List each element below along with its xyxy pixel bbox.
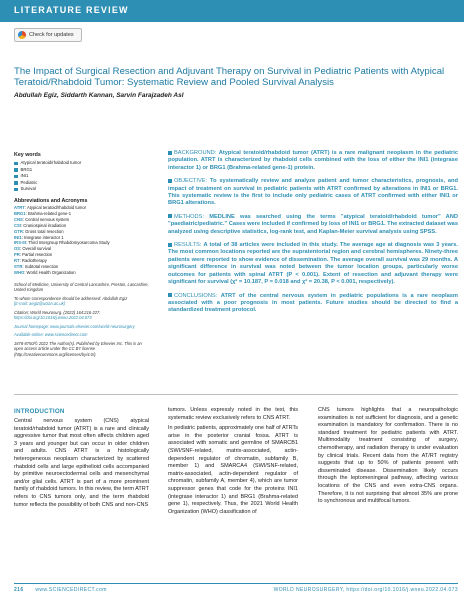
doi-link[interactable]: https://doi.org/10.1016/j.wneu.2022.04.073 bbox=[14, 315, 92, 321]
abstract bbox=[168, 150, 458, 321]
abbreviation-value: : Partial resection bbox=[19, 252, 53, 258]
abbreviation-value: : Atypical teratoid/rhabdoid tumor bbox=[24, 204, 87, 210]
body-paragraph: In pediatric patients, approximately one half of ATRTs arise in the posterior cranial fossa. ATRT is associated with somatic and germline of SMARCB1 (SWI/SNF-related, matrix-associated, actin-dependent regulator of chromatin, subfamily B, member 1) and SMARCA4 (SWI/SNF-related, matrix-associated, actin-dependent regulator of chromatin, subfamily A, member 4), which are tumor suppressor genes that code for the proteins INI1 (integrase interactor 1) and BRG1 (Brahma-related gene 1), respectively. Thus, the 2021 World Health Organization (WHO) classification of bbox=[168, 425, 298, 515]
abbreviation-value: : Integrase interactor 1 bbox=[21, 234, 64, 240]
abbreviation-key: PR bbox=[14, 252, 20, 258]
crossmark-icon bbox=[18, 31, 26, 39]
article-authors: Abdullah Egiz, Siddarth Kannan, Sarvin Farajzadeh Asl bbox=[14, 92, 184, 99]
bullet-icon bbox=[168, 243, 172, 247]
keyword-item bbox=[14, 167, 149, 174]
abstract-section bbox=[168, 214, 458, 236]
bullet-icon bbox=[168, 293, 172, 297]
abstract-section-heading: BACKGROUND: bbox=[174, 150, 217, 156]
check-for-updates-button[interactable] bbox=[14, 28, 82, 42]
abbreviation-key: CNS bbox=[14, 216, 23, 222]
article-title: The Impact of Surgical Resection and Adjuvant Therapy on Survival in Pediatric Patients with Atypical Teratoid/Rhabdoid Tumor: Systematic Review and Pooled Survival Analysis bbox=[14, 66, 445, 89]
keyword-item bbox=[14, 186, 149, 193]
keyword-label: BRG1 bbox=[20, 166, 33, 172]
abstract-section-heading: RESULTS: bbox=[174, 242, 202, 249]
abbreviation-value: : Overall survival bbox=[20, 246, 52, 252]
abbreviations-list bbox=[14, 205, 149, 276]
abbreviation-key: ATRT bbox=[14, 204, 25, 210]
abstract-section bbox=[168, 242, 458, 286]
keyword-label: Atypical teratoid/rhabdoid tumor bbox=[20, 160, 82, 165]
keyword-label: INI1 bbox=[20, 173, 29, 179]
section-band bbox=[0, 0, 464, 22]
abbreviation-key: IRS-III bbox=[14, 240, 26, 246]
body-column-3 bbox=[318, 407, 458, 509]
abstract-section bbox=[168, 293, 458, 315]
journal-homepage-link[interactable]: Journal homepage: www.journals.elsevier.com/world-neurosurgery bbox=[14, 323, 135, 329]
abbreviation-value: : Craniospinal irradiation bbox=[20, 222, 67, 228]
abbreviation-key: INI1 bbox=[14, 234, 22, 240]
copyright: 1878-8750/© 2022 The Author(s). Published by Elsevier Inc. This is an open access article under the CC BY license (http://creativecommons.org/licenses/by/4.0/). bbox=[14, 340, 142, 357]
abstract-section bbox=[168, 150, 458, 172]
abbreviation-value: : Third Intergroup Rhabdomyosarcoma Study bbox=[25, 240, 110, 246]
check-for-updates-label: Check for updates bbox=[29, 32, 74, 38]
bullet-icon bbox=[14, 162, 18, 166]
abstract-section-body: A total of 38 articles were included in this study. The average age at diagnosis was 3 years. The most common locations reported are the supratentorial region and cerebral hemispheres. Ninety-three patients were reported to show evidence of dissemination. The average overall survival was 29 months. A significant difference in survival was noted between the tumor location groups, particularly worse outcomes for patients with spinal ATRT (P < 0.001). Extent of resection and adjuvant therapy were significant for survival (χ² = 10.187, P = 0.018 and χ² = 20.38, P < 0.001, respectively). bbox=[168, 242, 458, 286]
affiliation: School of Medicine, University of Central Lancashire, Preston, Lancashire, United Kingdom bbox=[14, 281, 149, 293]
abstract-section-body: Atypical teratoid/rhabdoid tumor (ATRT) is a rare malignant neoplasm in the pediatric population. ATRT is characterized by rhabdoid cells combined with the loss of either the INI1 (integrase interactor 1) or BRG1 (Brahma-related gene-1) protein. bbox=[168, 150, 458, 171]
citation bbox=[14, 310, 149, 321]
bullet-icon bbox=[14, 175, 18, 179]
email-link[interactable]: [E-mail: aegiz@uclan.ac.uk] bbox=[14, 301, 65, 307]
sidebar-column bbox=[14, 152, 149, 360]
correspondence-note: To whom correspondence should be addressed: Abdullah Egiz bbox=[14, 295, 128, 301]
article-meta bbox=[14, 282, 149, 358]
keyword-item bbox=[14, 180, 149, 187]
keyword-item bbox=[14, 160, 149, 167]
abbreviation-value: : Brahma-related gene-1 bbox=[25, 210, 72, 216]
journal-footer: WORLD NEUROSURGERY, https://doi.org/10.1016/j.wneu.2022.04.073 bbox=[273, 587, 458, 593]
body-column-1 bbox=[14, 418, 149, 512]
abbreviation-key: RT bbox=[14, 258, 20, 264]
bullet-icon bbox=[168, 214, 172, 218]
abbreviation-item bbox=[14, 270, 149, 276]
body-paragraph: CNS tumors highlights that a neuropathologic examination is not sufficient for diagnosis, and a genetic examination is mandatory for confirmation. There is no standard treatment for pediatric patients with ATRT. Multimodality treatment consisting of surgery, chemotherapy, and radiation therapy is under evaluation by clinical trials. Recent data from the AT/RT registry suggests that up to 50% of patients present with disseminated disease. Dissemination likely occurs through the leptomeningeal pathway, affecting various locations of the CNS and even extra-CNS organs. Therefore, it is not surprising that almost 35% are prone to synchronous and multifocal tumors. bbox=[318, 407, 458, 505]
abbreviation-key: WHO bbox=[14, 269, 25, 275]
abstract-section-heading: METHODS: bbox=[174, 213, 205, 220]
abbreviation-value: : Radiotherapy bbox=[19, 258, 47, 264]
abbreviation-value: : Central nervous system bbox=[22, 216, 70, 222]
section-divider bbox=[14, 394, 458, 395]
abbreviation-key: GTR bbox=[14, 228, 23, 234]
available-online-link[interactable]: Available online: www.sciencedirect.com bbox=[14, 332, 88, 338]
abbreviation-value: : Gross total resection bbox=[22, 228, 64, 234]
abbreviation-value: : Subtotal resection bbox=[22, 264, 59, 270]
footer-rule bbox=[14, 583, 458, 584]
section-label: LITERATURE REVIEW bbox=[14, 5, 129, 15]
bullet-icon bbox=[14, 188, 18, 192]
keyword-label: Survival bbox=[20, 186, 36, 192]
abstract-section-heading: CONCLUSIONS: bbox=[174, 292, 218, 299]
page-number: 216 bbox=[14, 587, 24, 593]
bullet-icon bbox=[14, 181, 18, 185]
keyword-item bbox=[14, 173, 149, 180]
abstract-section bbox=[168, 178, 458, 208]
bullet-icon bbox=[168, 179, 172, 183]
abbreviations-heading: Abbreviations and Acronyms bbox=[14, 197, 88, 204]
correspondence bbox=[14, 296, 149, 307]
abstract-section-body: MEDLINE was searched using the terms "atypical teratoid/rhabdoid tumor" AND "paediatric/pediatric." Cases were included if confirmed by loss of INI1 or BRG1. The extracted dataset was analyzed using descriptive statistics, log-rank test, and Kaplan-Meier survival analysis using SPSS. bbox=[168, 213, 458, 235]
abbreviation-key: BRG1 bbox=[14, 210, 26, 216]
abstract-section-body: To systematically review and analyze patient and tumor characteristics, prognosis, and impact of treatment on survival in pediatric patients with ATRT confirmed by alterations in INI1 or BRG1. This systematic review is the first to include only pediatric cases of ATRT confirmed with either INI1 or BRG1 alterations. bbox=[168, 178, 458, 207]
bullet-icon bbox=[14, 168, 18, 172]
abbreviation-value: : World Health Organization bbox=[24, 269, 76, 275]
body-paragraph: tumors. Unless expressly noted in the text, this systematic review exclusively refers to CNS ATRT. bbox=[168, 407, 298, 421]
abbreviation-key: STR bbox=[14, 264, 23, 270]
keywords-list bbox=[14, 160, 149, 193]
abbreviation-key: CSI bbox=[14, 222, 21, 228]
abstract-section-heading: OBJECTIVE: bbox=[174, 178, 208, 185]
bullet-icon bbox=[168, 151, 172, 155]
abbreviation-key: OS bbox=[14, 246, 21, 252]
body-paragraph: Central nervous system (CNS) atypical teratoid/rhabdoid tumor (ATRT) is a rare and clinically aggressive tumor that most often affects children aged 3 years and younger but can occur in older children and adults. CNS ATRT is a histologically heterogeneous neoplasm characterized by scattered rhabdoid cells and large epithelioid cells accompanied by primitive neuroectodermal cells and mesenchymal and/or glial cells. ATRT is part of a more prominent family of rhabdoid tumors. In this review, the term ATRT refers to CNS tumors only, and the term rhabdoid tumor reflects the possibility of both CNS and non-CNS bbox=[14, 418, 149, 508]
page-footer bbox=[14, 587, 458, 593]
abstract-section-body: ATRT of the central nervous system in pediatric populations is a rare neoplasm associated with a poor prognosis in most patients. Future studies should be directed to find a standardized treatment protocol. bbox=[168, 292, 458, 314]
body-column-2 bbox=[168, 407, 298, 519]
introduction-heading: INTRODUCTION bbox=[14, 408, 65, 415]
keyword-label: Pediatric bbox=[20, 179, 38, 185]
citation-text: Citation: World Neurosurg. (2022) 164:216-227. bbox=[14, 309, 101, 315]
keywords-heading: Key words bbox=[14, 152, 41, 158]
sciencedirect-link[interactable]: www.SCIENCEDIRECT.com bbox=[35, 587, 107, 593]
